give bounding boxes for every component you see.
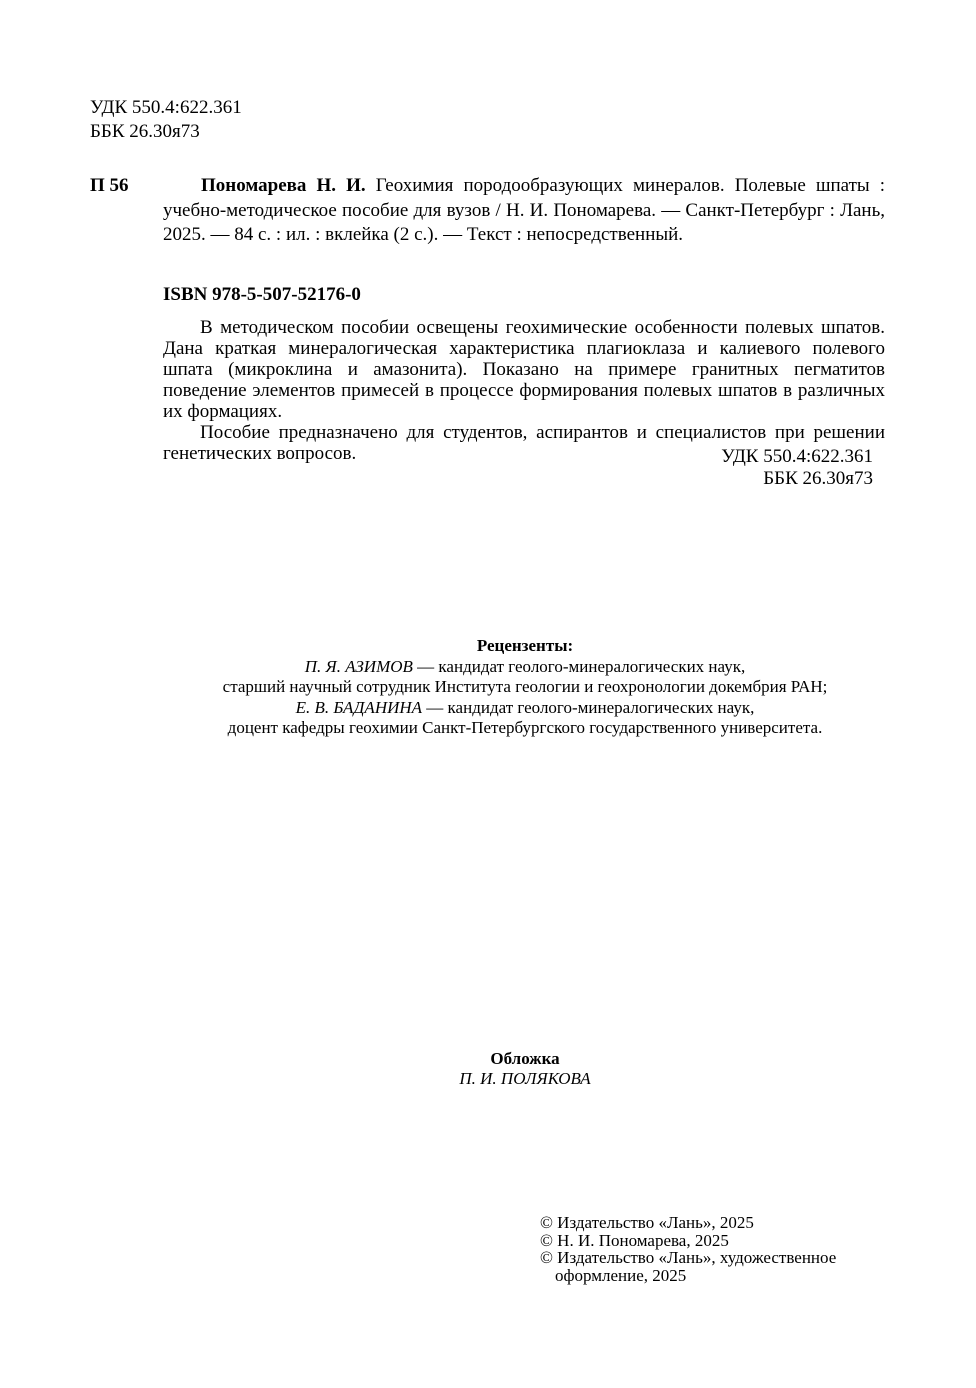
bbk-code-bottom: ББК 26.30я73 [763, 468, 873, 489]
bibliographic-description [163, 174, 885, 248]
reviewer-1 [0, 657, 976, 678]
reviewer-2-name: Е. В. БАДАНИНА [295, 697, 423, 717]
copyright-design: © Издательство «Лань», художественное [540, 1248, 837, 1267]
reviewer-2-position: доцент кафедры геохимии Санкт-Петербургского государственного университета. [227, 718, 823, 737]
udk-code-bottom: УДК 550.4:622.361 [721, 446, 873, 467]
cover-artist: П. И. ПОЛЯКОВА [459, 1069, 591, 1088]
reviewer-1-degree: — кандидат геолого-минералогических наук, [412, 656, 746, 676]
udk-code: УДК 550.4:622.361 [90, 97, 242, 118]
reviewer-1-name: П. Я. АЗИМОВ [304, 656, 413, 676]
reviewer-1-position: старший научный сотрудник Института геологии и геохронологии докембрия РАН; [222, 677, 828, 696]
udk-bbk-bottom [163, 446, 873, 490]
bibliographic-text: Геохимия породообразующих минералов. Полевые шпаты : учебно-методическое пособие для вузов / Н. И. Пономарева. — Санкт-Петербург : Лань, 2025. — 84 с. : ил. : вклейка (2 с.). — Текст : непосредственный. [163, 175, 886, 245]
annotation-paragraph-1: В методическом пособии освещены геохимические особенности полевых шпатов. Дана краткая минералогическая характеристика плагиоклаза и калиевого полевого шпата (микроклина и амазонита). Показано на примере гранитных пегматитов поведение элементов примесей в процессе формирования полевых шпатов в различных их формациях. [163, 317, 885, 422]
reviewer-2 [0, 698, 976, 719]
bbk-code: ББК 26.30я73 [90, 121, 200, 142]
author-name: Пономарева Н. И. [201, 175, 366, 196]
cover-heading: Обложка [490, 1049, 560, 1068]
reviewer-2-degree: — кандидат геолого-минералогических наук, [422, 697, 755, 717]
cover-credit [0, 1049, 976, 1089]
reviewers-block [0, 636, 976, 739]
annotation [163, 317, 885, 464]
copyright-author: © Н. И. Пономарева, 2025 [540, 1230, 729, 1250]
reviewers-heading: Рецензенты: [476, 636, 574, 655]
copyright-publisher: © Издательство «Лань», 2025 [540, 1213, 754, 1232]
isbn: ISBN 978-5-507-52176-0 [163, 284, 361, 305]
annotation-paragraph-2: Пособие предназначено для студентов, аспирантов и специалистов при решении генетических вопросов. [163, 422, 885, 464]
udk-bbk-top [90, 96, 242, 144]
copyright-block [540, 1214, 836, 1284]
copyright-design-cont: оформление, 2025 [555, 1265, 687, 1285]
author-code: П 56 [90, 175, 129, 196]
